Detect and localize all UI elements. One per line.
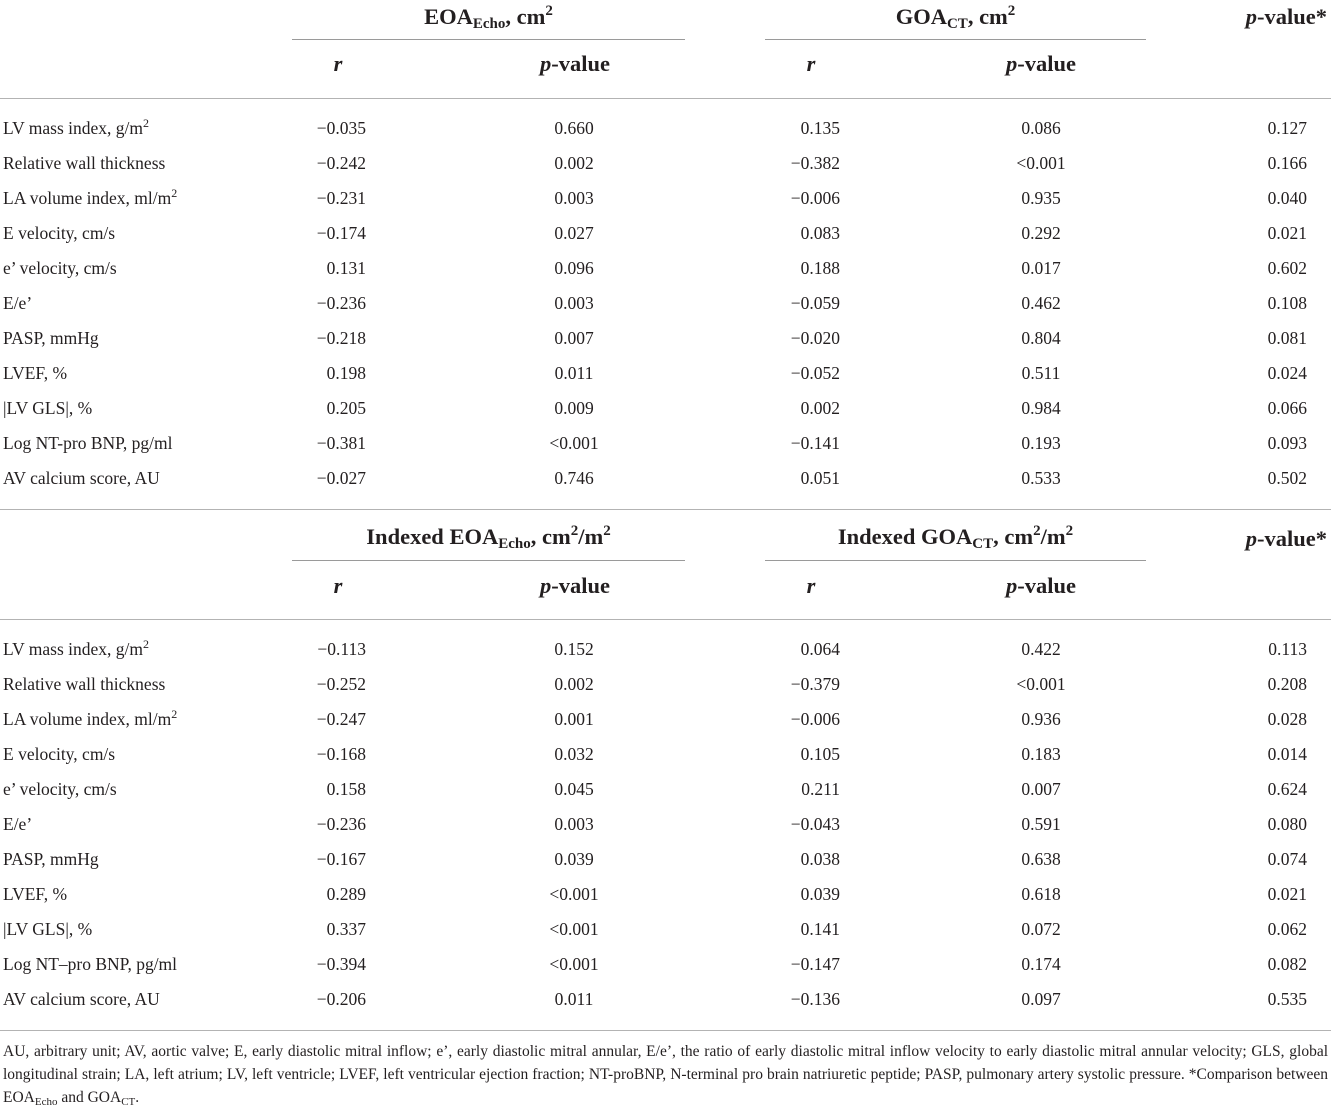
table-row [0,851,1331,886]
p-value-1: 0.001 [554,709,594,729]
r-value-1: 0.131 [326,258,366,278]
group-header-indexed-eoa-echo: Indexed $EOA_{Echo}$, $cm^2/m^2$ [366,523,611,552]
r-value-1: −0.236 [316,814,366,834]
p-value-2: 0.183 [1021,744,1061,764]
r-value-1: −0.394 [316,954,366,974]
table-row [0,186,1331,225]
table-row [0,707,1331,746]
r-value-1: −0.247 [316,709,366,729]
p-value-comparison: 0.062 [1267,919,1307,939]
p-value-2: 0.292 [1021,223,1061,243]
r-value-1: 0.205 [326,398,366,418]
p-value-1: 0.152 [554,639,594,659]
p-value-comparison: 0.624 [1267,779,1307,799]
group-underline-4 [765,560,1146,561]
r-value-2: 0.051 [800,468,840,488]
pvalue-star-header: p-value* [1245,4,1327,29]
p-value-1: 0.003 [554,188,594,208]
group-underline-3 [292,560,685,561]
r-value-2: 0.002 [800,398,840,418]
table-row [0,435,1331,470]
row-label: e’ velocity, cm/s [3,779,117,799]
row-label: AV calcium score, AU [3,468,160,488]
p-value-header: p-value [1006,573,1076,598]
p-value-2: 0.638 [1021,849,1061,869]
p-value-1: 0.002 [554,153,594,173]
row-label: |LV GLS|, % [3,919,93,939]
p-value-header: p-value [540,573,610,598]
table-row [0,921,1331,956]
r-value-1: −0.113 [317,639,366,659]
p-value-1: 0.009 [554,398,594,418]
table-row [0,637,1331,676]
r-value-2: −0.006 [790,709,840,729]
r-value-2: −0.141 [790,433,840,453]
r-value-1: −0.167 [316,849,366,869]
row-label: PASP, mmHg [3,849,99,869]
row-label: LV mass index, $g/m^2$ [3,116,150,138]
r-header: r [333,573,343,598]
table-row [0,365,1331,400]
r-value-2: −0.059 [790,293,840,313]
row-label: E/e’ [3,293,33,313]
footnote-rule [0,1030,1331,1031]
r-value-2: 0.039 [800,884,840,904]
r-value-2: −0.379 [790,674,840,694]
group-header-indexed-goa-ct: Indexed $GOA_{CT}$, $cm^2/m^2$ [837,523,1074,552]
table-row [0,470,1331,505]
row-label: Relative wall thickness [3,153,166,173]
row-label: E/e’ [3,814,33,834]
r-value-2: −0.136 [790,989,840,1009]
r-value-2: −0.043 [790,814,840,834]
table-row [0,886,1331,921]
p-value-comparison: 0.093 [1267,433,1307,453]
r-header: r [806,51,816,76]
r-value-2: 0.038 [800,849,840,869]
p-value-1: 0.003 [554,293,594,313]
r-value-1: −0.035 [316,118,366,138]
row-label: PASP, mmHg [3,328,99,348]
group-underline-1 [292,39,685,40]
header-rule [0,619,1331,620]
p-value-1: 0.096 [554,258,594,278]
p-value-2: 0.174 [1021,954,1061,974]
p-value-comparison: 0.021 [1267,884,1307,904]
table-row [0,400,1331,435]
p-value-comparison: 0.602 [1267,258,1307,278]
r-value-2: 0.188 [800,258,840,278]
p-value-comparison: 0.502 [1267,468,1307,488]
r-value-2: −0.020 [790,328,840,348]
group-header-goa-ct: $GOA_{CT}$, $cm^2$ [895,3,1016,32]
p-value-1: 0.011 [554,989,594,1009]
r-value-1: −0.381 [316,433,366,453]
table-row [0,956,1331,991]
p-value-comparison: 0.066 [1267,398,1307,418]
p-value-2: 0.533 [1021,468,1061,488]
pvalue-star-header: p-value* [1245,526,1327,551]
p-value-2: 0.462 [1021,293,1061,313]
table-row [0,225,1331,260]
p-value-1: 0.007 [554,328,594,348]
row-label: LV mass index, $g/m^2$ [3,637,150,659]
p-value-comparison: 0.021 [1267,223,1307,243]
p-value-comparison: 0.208 [1267,674,1307,694]
table-row [0,155,1331,190]
r-header: r [333,51,343,76]
r-value-1: −0.242 [316,153,366,173]
group-underline-2 [765,39,1146,40]
table-row [0,330,1331,365]
p-value-1: 0.660 [554,118,594,138]
table-row [0,295,1331,330]
p-value-1: 0.027 [554,223,594,243]
p-value-2: <0.001 [1016,674,1066,694]
r-value-1: 0.158 [326,779,366,799]
row-label: AV calcium score, AU [3,989,160,1009]
p-value-2: 0.097 [1021,989,1061,1009]
r-value-1: −0.206 [316,989,366,1009]
row-label: Log NT-pro BNP, pg/ml [3,433,173,453]
p-value-2: 0.193 [1021,433,1061,453]
p-value-header: p-value [1006,51,1076,76]
p-value-1: <0.001 [549,433,599,453]
p-value-comparison: 0.074 [1267,849,1307,869]
p-value-2: 0.086 [1021,118,1061,138]
p-value-comparison: 0.014 [1267,744,1307,764]
row-label: |LV GLS|, % [3,398,93,418]
r-value-2: −0.052 [790,363,840,383]
table-row [0,781,1331,816]
r-value-2: 0.105 [800,744,840,764]
r-value-2: 0.064 [800,639,840,659]
p-value-comparison: 0.166 [1267,153,1307,173]
p-value-2: 0.072 [1021,919,1061,939]
p-value-1: <0.001 [549,919,599,939]
p-value-1: 0.746 [554,468,594,488]
r-value-2: −0.006 [790,188,840,208]
row-label: Log NT–pro BNP, pg/ml [3,954,178,974]
p-value-2: 0.936 [1021,709,1061,729]
p-value-2: <0.001 [1016,153,1066,173]
p-value-2: 0.804 [1021,328,1061,348]
section-divider [0,509,1331,510]
p-value-1: <0.001 [549,884,599,904]
p-value-comparison: 0.040 [1267,188,1307,208]
p-value-2: 0.984 [1021,398,1061,418]
r-value-1: 0.198 [326,363,366,383]
r-header: r [806,573,816,598]
p-value-1: 0.011 [554,363,594,383]
p-value-comparison: 0.127 [1267,118,1307,138]
r-value-1: 0.289 [326,884,366,904]
r-value-1: −0.218 [316,328,366,348]
p-value-comparison: 0.024 [1267,363,1307,383]
p-value-2: 0.422 [1021,639,1061,659]
row-label: e’ velocity, cm/s [3,258,117,278]
r-value-2: −0.382 [790,153,840,173]
p-value-header: p-value [540,51,610,76]
row-label: LVEF, % [3,884,68,904]
r-value-2: −0.147 [790,954,840,974]
header-rule [0,98,1331,99]
p-value-1: <0.001 [549,954,599,974]
r-value-1: −0.236 [316,293,366,313]
r-value-2: 0.135 [800,118,840,138]
r-value-2: 0.211 [801,779,840,799]
p-value-1: 0.039 [554,849,594,869]
row-label: LA volume index, $ml/m^2$ [3,186,178,208]
group-header-eoa-echo: $EOA_{Echo}$, $cm^2$ [424,3,553,32]
p-value-comparison: 0.108 [1267,293,1307,313]
p-value-1: 0.002 [554,674,594,694]
p-value-comparison: 0.080 [1267,814,1307,834]
r-value-1: −0.252 [316,674,366,694]
table-row [0,116,1331,155]
p-value-2: 0.935 [1021,188,1061,208]
table-row [0,676,1331,711]
p-value-1: 0.003 [554,814,594,834]
row-label: E velocity, cm/s [3,223,116,243]
p-value-2: 0.511 [1021,363,1061,383]
p-value-2: 0.591 [1021,814,1061,834]
table-row [0,746,1331,781]
r-value-1: 0.337 [326,919,366,939]
table-row [0,991,1331,1026]
row-label: LVEF, % [3,363,68,383]
r-value-2: 0.141 [800,919,840,939]
p-value-comparison: 0.081 [1267,328,1307,348]
row-label: Relative wall thickness [3,674,166,694]
r-value-1: −0.174 [316,223,366,243]
table-row [0,260,1331,295]
p-value-2: 0.618 [1021,884,1061,904]
p-value-comparison: 0.082 [1267,954,1307,974]
r-value-1: −0.168 [316,744,366,764]
r-value-2: 0.083 [800,223,840,243]
p-value-comparison: 0.113 [1268,639,1307,659]
p-value-comparison: 0.028 [1267,709,1307,729]
p-value-1: 0.032 [554,744,594,764]
row-label: E velocity, cm/s [3,744,116,764]
p-value-2: 0.017 [1021,258,1061,278]
row-label: LA volume index, $ml/m^2$ [3,707,178,729]
p-value-comparison: 0.535 [1267,989,1307,1009]
p-value-1: 0.045 [554,779,594,799]
r-value-1: −0.231 [316,188,366,208]
r-value-1: −0.027 [316,468,366,488]
footnote: AU, arbitrary unit; AV, aortic valve; E, early diastolic mitral inflow; e’, early diastolic mitral annular, E/e’, the ratio of early diastolic mitral inflow velocity to early diastolic mitral annular velocity; GLS, global longitudinal strain; LA, left atrium; LV, left ventricle; LVEF, left ventricular ejection fraction; NT-proBNP, N-terminal pro brain natriuretic peptide; PASP, pulmonary artery systolic pressure. *Comparison between $EOA_{Echo}$ and $GOA_{CT}$. [3,1043,1328,1108]
table-row [0,816,1331,851]
p-value-2: 0.007 [1021,779,1061,799]
